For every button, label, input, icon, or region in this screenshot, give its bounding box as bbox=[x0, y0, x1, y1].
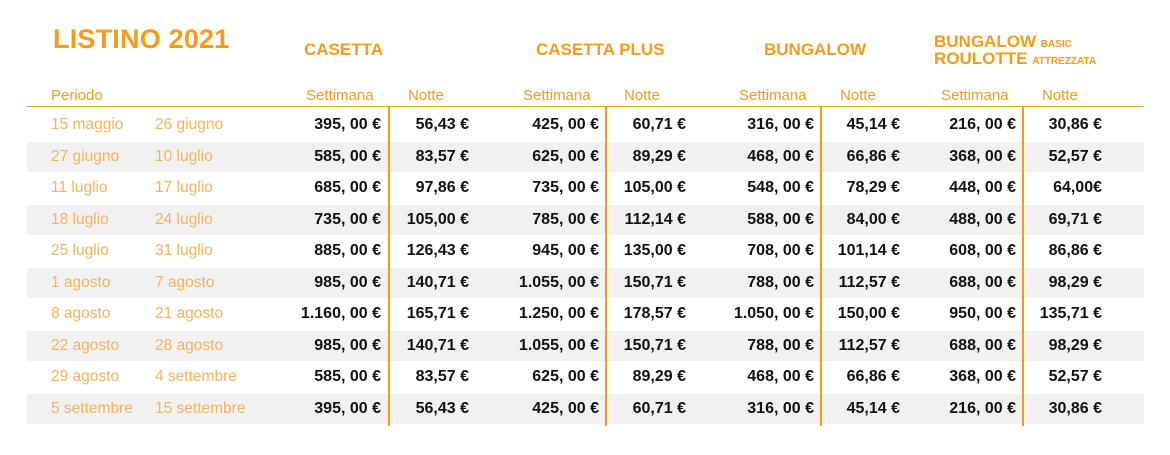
price-casetta-notte: 126,43 € bbox=[406, 242, 469, 259]
header-casetta-plus: CASETTA PLUS bbox=[536, 40, 665, 59]
period-start: 11 luglio bbox=[51, 179, 108, 196]
price-roulotte-settimana: 368, 00 € bbox=[949, 147, 1016, 165]
price-bungalow-settimana: 316, 00 € bbox=[747, 399, 814, 417]
column-divider bbox=[605, 106, 607, 426]
price-bungalow-notte: 150,00 € bbox=[837, 305, 900, 322]
subheader-settimana-casetta: Settimana bbox=[306, 87, 374, 104]
price-casetta-plus-notte: 89,29 € bbox=[632, 368, 686, 385]
subheader-settimana-bungalow: Settimana bbox=[739, 87, 807, 104]
price-casetta-settimana: 735, 00 € bbox=[314, 210, 381, 228]
price-casetta-settimana: 985, 00 € bbox=[314, 273, 381, 291]
subheader-notte-casetta-plus: Notte bbox=[624, 87, 660, 104]
period-end: 21 agosto bbox=[155, 305, 224, 322]
period-end: 31 luglio bbox=[155, 242, 213, 259]
price-casetta-notte: 97,86 € bbox=[415, 179, 469, 196]
price-casetta-notte: 83,57 € bbox=[415, 368, 469, 385]
price-casetta-plus-settimana: 735, 00 € bbox=[532, 179, 599, 196]
period-end: 4 settembre bbox=[155, 368, 237, 385]
table-row bbox=[27, 173, 1144, 203]
subheader-settimana-roulotte: Settimana bbox=[941, 87, 1009, 104]
price-bungalow-settimana: 588, 00 € bbox=[747, 210, 814, 228]
subheader-notte-bungalow: Notte bbox=[840, 87, 876, 104]
price-roulotte-settimana: 216, 00 € bbox=[949, 116, 1016, 133]
price-roulotte-notte: 30,86 € bbox=[1048, 116, 1102, 133]
price-bungalow-notte: 66,86 € bbox=[846, 368, 900, 385]
price-bungalow-settimana: 788, 00 € bbox=[747, 336, 814, 354]
page-title: LISTINO 2021 bbox=[53, 24, 230, 54]
price-casetta-settimana: 685, 00 € bbox=[314, 179, 381, 196]
header-roulotte-small: ATTREZZATA bbox=[1032, 56, 1097, 67]
table-row bbox=[27, 268, 1144, 298]
price-roulotte-notte: 98,29 € bbox=[1048, 336, 1102, 354]
price-bungalow-settimana: 468, 00 € bbox=[747, 368, 814, 385]
price-casetta-notte: 56,43 € bbox=[415, 399, 469, 417]
price-bungalow-notte: 66,86 € bbox=[846, 147, 900, 165]
price-casetta-plus-settimana: 1.055, 00 € bbox=[518, 336, 599, 354]
period-end: 7 agosto bbox=[155, 273, 215, 291]
header-roulotte-attrezzata bbox=[934, 50, 1096, 70]
price-bungalow-settimana: 548, 00 € bbox=[747, 179, 814, 196]
price-casetta-plus-notte: 135,00 € bbox=[623, 242, 686, 259]
price-casetta-plus-settimana: 945, 00 € bbox=[532, 242, 599, 259]
price-casetta-plus-notte: 112,14 € bbox=[624, 210, 686, 228]
price-casetta-plus-settimana: 425, 00 € bbox=[532, 399, 599, 417]
price-casetta-settimana: 1.160, 00 € bbox=[300, 305, 381, 322]
period-end: 26 giugno bbox=[155, 116, 224, 133]
period-end: 28 agosto bbox=[155, 336, 224, 354]
price-casetta-plus-notte: 89,29 € bbox=[632, 147, 686, 165]
price-casetta-notte: 105,00 € bbox=[406, 210, 469, 228]
price-casetta-settimana: 395, 00 € bbox=[314, 399, 381, 417]
price-casetta-plus-settimana: 1.250, 00 € bbox=[518, 305, 599, 322]
price-bungalow-notte: 78,29 € bbox=[846, 179, 900, 196]
price-roulotte-notte: 86,86 € bbox=[1048, 242, 1102, 259]
price-bungalow-settimana: 708, 00 € bbox=[747, 242, 814, 259]
subheader-settimana-casetta-plus: Settimana bbox=[523, 87, 591, 104]
price-roulotte-settimana: 688, 00 € bbox=[949, 336, 1016, 354]
period-start: 27 giugno bbox=[51, 147, 120, 165]
price-casetta-plus-notte: 60,71 € bbox=[632, 399, 686, 417]
period-end: 24 luglio bbox=[155, 210, 213, 228]
price-casetta-notte: 140,71 € bbox=[406, 273, 469, 291]
price-casetta-plus-notte: 150,71 € bbox=[623, 273, 686, 291]
period-start: 8 agosto bbox=[51, 305, 111, 322]
price-casetta-plus-settimana: 625, 00 € bbox=[532, 147, 599, 165]
subheader-periodo: Periodo bbox=[51, 87, 103, 104]
price-casetta-settimana: 395, 00 € bbox=[314, 116, 381, 133]
period-start: 29 agosto bbox=[51, 368, 120, 385]
price-roulotte-notte: 30,86 € bbox=[1048, 399, 1102, 417]
table-row bbox=[27, 110, 1144, 140]
price-roulotte-settimana: 488, 00 € bbox=[949, 210, 1016, 228]
period-end: 15 settembre bbox=[155, 399, 246, 417]
price-casetta-settimana: 585, 00 € bbox=[314, 147, 381, 165]
price-bungalow-settimana: 1.050, 00 € bbox=[733, 305, 814, 322]
price-casetta-settimana: 885, 00 € bbox=[314, 242, 381, 259]
table-row bbox=[27, 236, 1144, 266]
price-roulotte-notte: 52,57 € bbox=[1048, 368, 1102, 385]
header-casetta: CASETTA bbox=[304, 40, 384, 59]
price-casetta-plus-settimana: 785, 00 € bbox=[532, 210, 599, 228]
column-divider bbox=[1022, 106, 1024, 426]
price-bungalow-notte: 45,14 € bbox=[846, 399, 900, 417]
period-end: 17 luglio bbox=[155, 179, 213, 196]
table-row bbox=[27, 331, 1144, 361]
price-roulotte-settimana: 950, 00 € bbox=[949, 305, 1016, 322]
table-row bbox=[27, 205, 1144, 235]
price-bungalow-notte: 84,00 € bbox=[846, 210, 900, 228]
header-roulotte-main: ROULOTTE bbox=[934, 49, 1028, 68]
price-casetta-plus-notte: 178,57 € bbox=[623, 305, 686, 322]
price-roulotte-notte: 135,71 € bbox=[1039, 305, 1102, 322]
price-roulotte-notte: 69,71 € bbox=[1048, 210, 1102, 228]
header-divider bbox=[27, 106, 1144, 107]
price-roulotte-notte: 64,00€ bbox=[1053, 179, 1102, 196]
table-row bbox=[27, 362, 1144, 392]
price-roulotte-settimana: 448, 00 € bbox=[949, 179, 1016, 196]
price-bungalow-notte: 112,57 € bbox=[838, 336, 900, 354]
price-bungalow-notte: 45,14 € bbox=[846, 116, 900, 133]
subheader-notte-casetta: Notte bbox=[408, 87, 444, 104]
header-bungalow-basic-main: BUNGALOW bbox=[934, 32, 1036, 51]
price-casetta-plus-notte: 105,00 € bbox=[623, 179, 686, 196]
price-casetta-plus-settimana: 625, 00 € bbox=[532, 368, 599, 385]
price-roulotte-settimana: 216, 00 € bbox=[949, 399, 1016, 417]
period-start: 25 luglio bbox=[51, 242, 109, 259]
period-start: 18 luglio bbox=[51, 210, 109, 228]
price-casetta-plus-notte: 60,71 € bbox=[632, 116, 686, 133]
period-start: 5 settembre bbox=[51, 399, 133, 417]
header-bungalow: BUNGALOW bbox=[764, 40, 866, 59]
period-start: 15 maggio bbox=[51, 116, 124, 133]
table-row bbox=[27, 142, 1144, 172]
price-casetta-plus-settimana: 1.055, 00 € bbox=[518, 273, 599, 291]
price-roulotte-settimana: 688, 00 € bbox=[949, 273, 1016, 291]
column-divider bbox=[388, 106, 390, 426]
table-row bbox=[27, 299, 1144, 329]
table-row bbox=[27, 394, 1144, 424]
price-roulotte-notte: 52,57 € bbox=[1048, 147, 1102, 165]
price-casetta-settimana: 985, 00 € bbox=[314, 336, 381, 354]
price-casetta-plus-settimana: 425, 00 € bbox=[532, 116, 599, 133]
price-bungalow-settimana: 788, 00 € bbox=[747, 273, 814, 291]
price-roulotte-settimana: 368, 00 € bbox=[949, 368, 1016, 385]
price-roulotte-settimana: 608, 00 € bbox=[949, 242, 1016, 259]
price-bungalow-settimana: 316, 00 € bbox=[747, 116, 814, 133]
price-casetta-notte: 165,71 € bbox=[406, 305, 469, 322]
price-casetta-settimana: 585, 00 € bbox=[314, 368, 381, 385]
price-casetta-notte: 56,43 € bbox=[415, 116, 469, 133]
price-bungalow-settimana: 468, 00 € bbox=[747, 147, 814, 165]
subheader-notte-roulotte: Notte bbox=[1042, 87, 1078, 104]
period-start: 22 agosto bbox=[51, 336, 120, 354]
price-casetta-notte: 83,57 € bbox=[415, 147, 469, 165]
column-divider bbox=[820, 106, 822, 426]
header-bungalow-basic-small: BASIC bbox=[1040, 39, 1072, 50]
price-casetta-plus-notte: 150,71 € bbox=[623, 336, 686, 354]
price-bungalow-notte: 112,57 € bbox=[838, 273, 900, 291]
period-end: 10 luglio bbox=[155, 147, 213, 165]
price-roulotte-notte: 98,29 € bbox=[1048, 273, 1102, 291]
period-start: 1 agosto bbox=[51, 273, 111, 291]
price-bungalow-notte: 101,14 € bbox=[837, 242, 900, 259]
price-casetta-notte: 140,71 € bbox=[406, 336, 469, 354]
